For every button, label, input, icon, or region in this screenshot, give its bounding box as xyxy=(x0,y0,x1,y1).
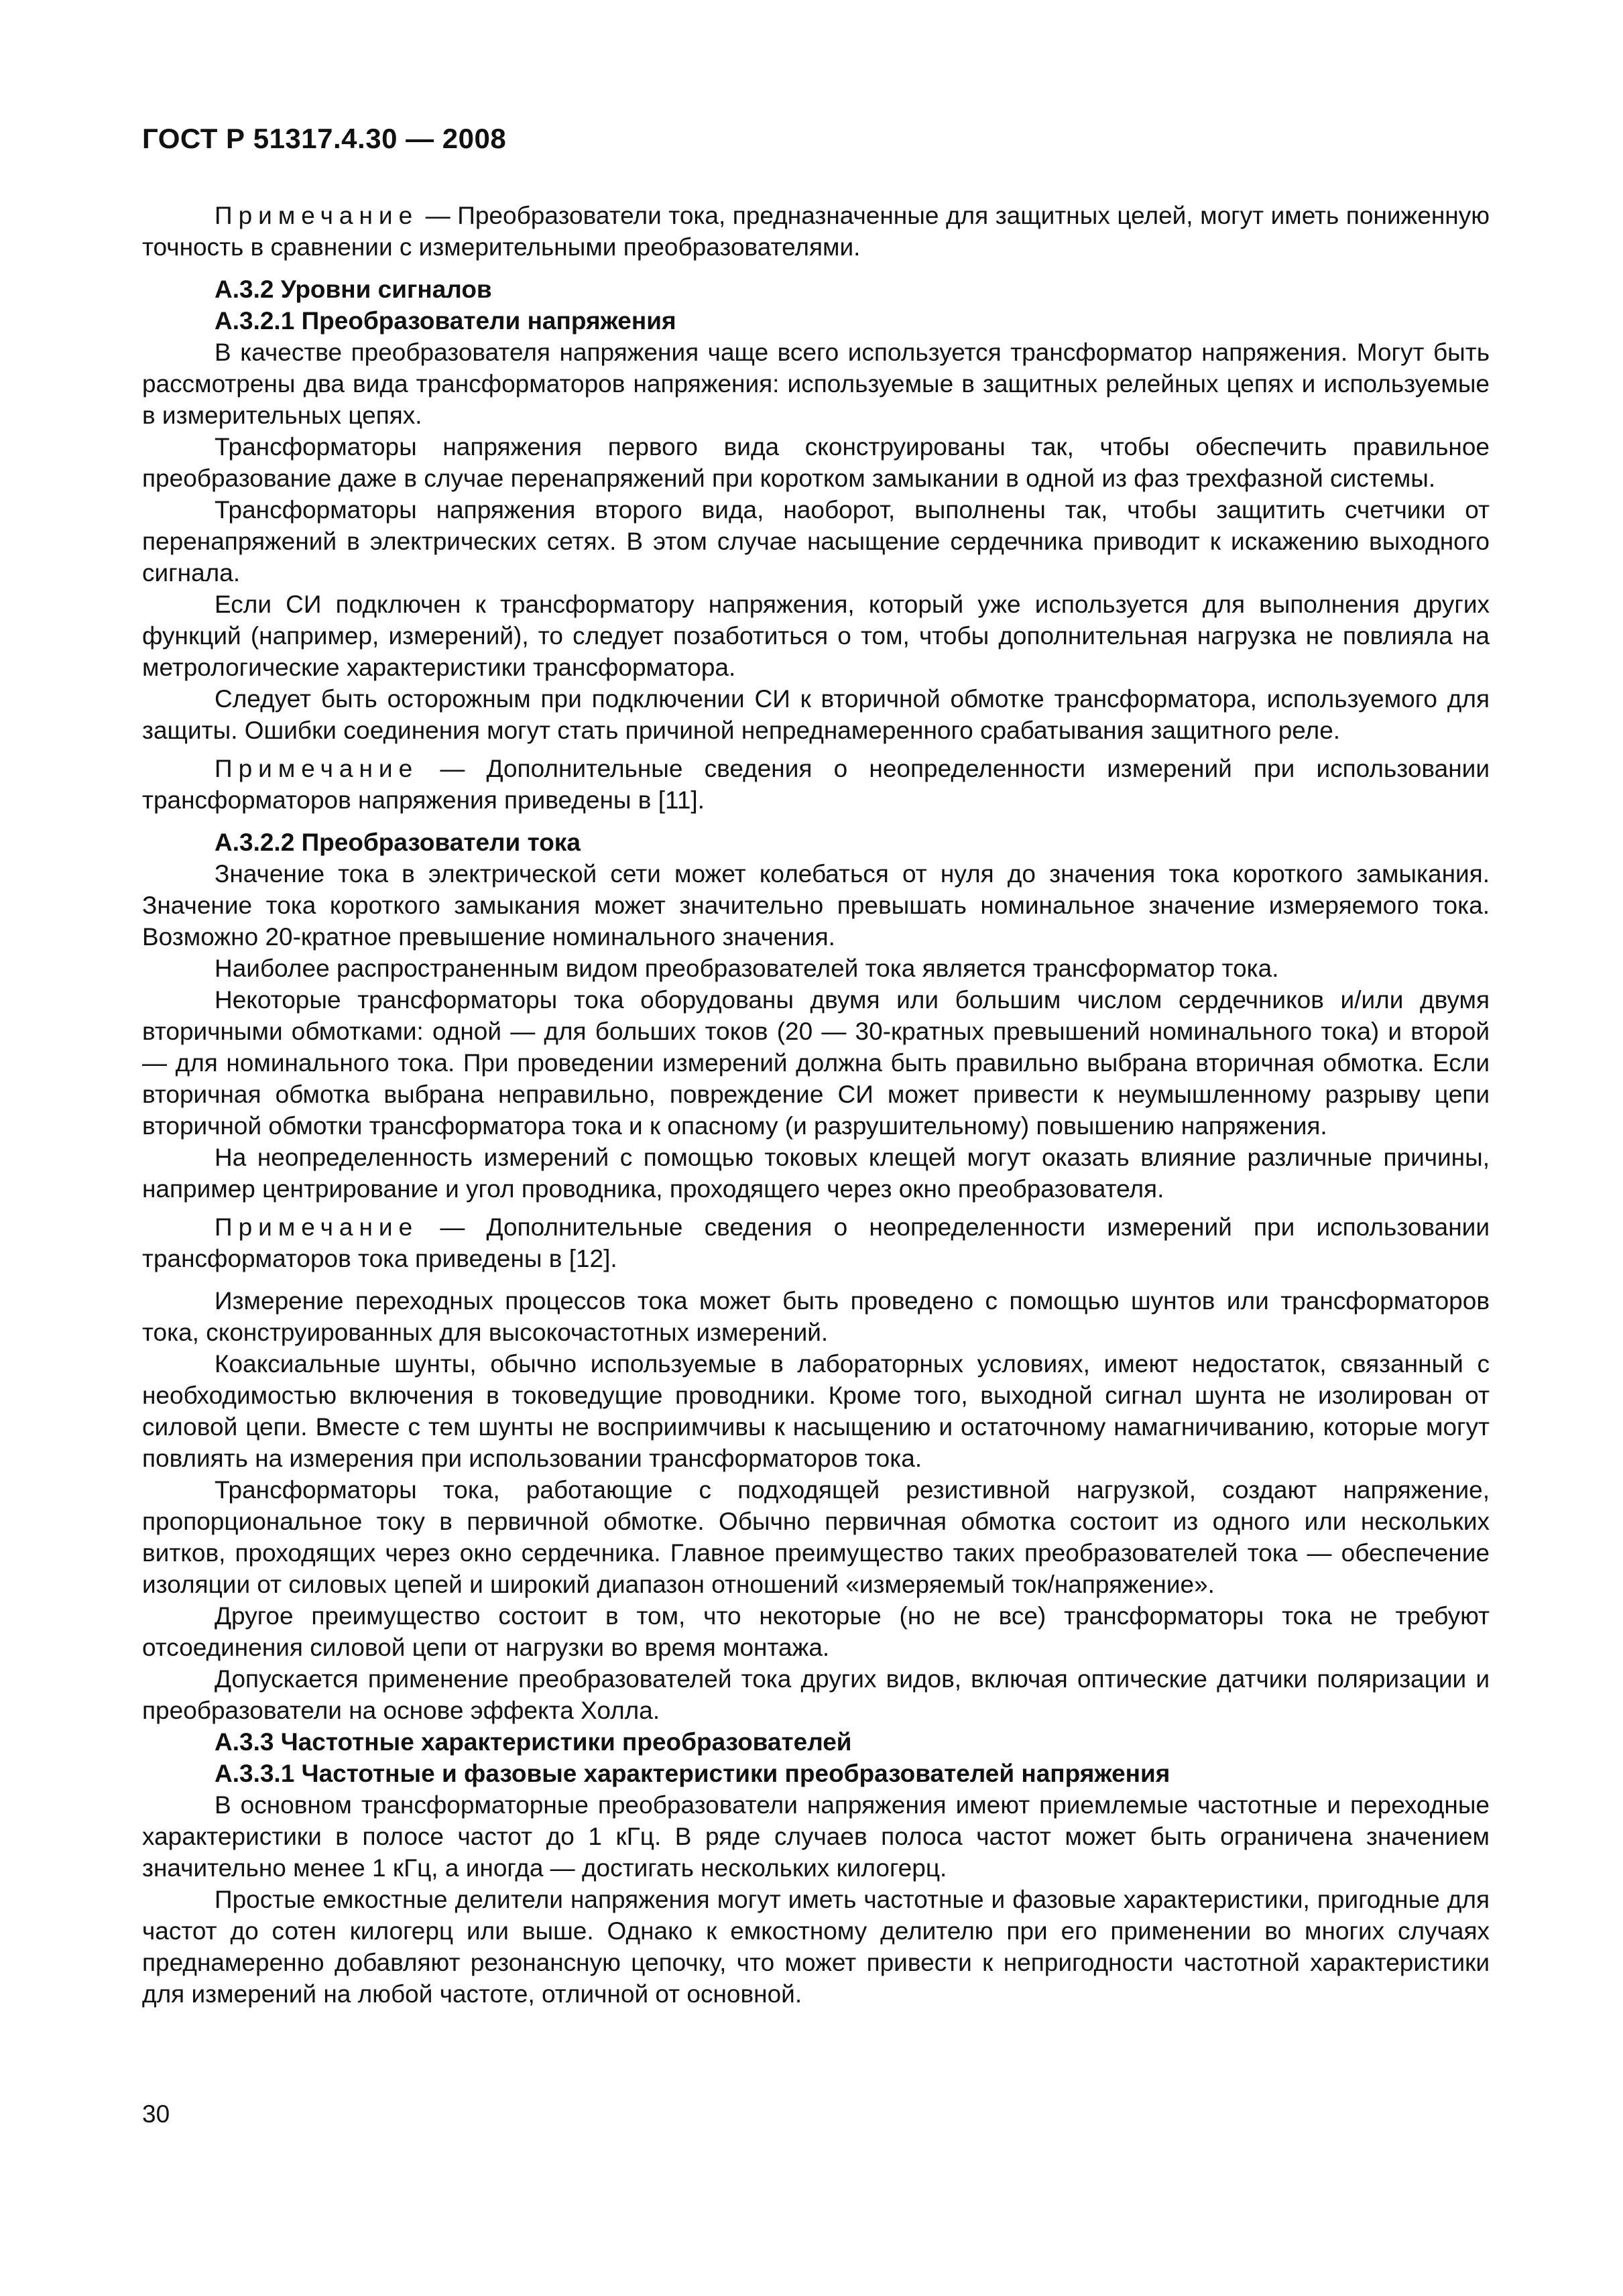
note-label: Примечание xyxy=(215,1213,419,1241)
paragraph: Простые емкостные делители напряжения могут иметь частотные и фазовые характеристики, пригодные для частот до сотен килогерц или выше. Однако к емкостному делителю при его применении во многих случаях преднамеренно добавляют резонансную цепочку, что может привести к непригодности частотной характеристики для измерений на любой частоте, отличной от основной. xyxy=(142,1886,1490,2008)
paragraph: Допускается применение преобразователей тока других видов, включая оптические датчики поляризации и преобразователи на основе эффекта Холла. xyxy=(142,1665,1490,1724)
note-2 xyxy=(142,753,1490,816)
paragraph: Трансформаторы напряжения второго вида, наоборот, выполнены так, чтобы защитить счетчики от перенапряжений в электрических сетях. В этом случае насыщение сердечника приводит к искажению выходного сигнала. xyxy=(142,496,1490,587)
note-text: — Дополнительные сведения о неопределенности измерений при использовании трансформаторов напряжения приведены в [11]. xyxy=(142,755,1490,814)
section-heading-a33: А.3.3 Частотные характеристики преобразователей xyxy=(215,1728,852,1756)
section-heading-a322: А.3.2.2 Преобразователи тока xyxy=(215,829,581,856)
paragraph: Трансформаторы напряжения первого вида сконструированы так, чтобы обеспечить правильное преобразование даже в случае перенапряжений при коротком замыкании в одной из фаз трехфазной системы. xyxy=(142,433,1490,492)
section-heading-a32: А.3.2 Уровни сигналов xyxy=(215,276,492,303)
section-heading-a321: А.3.2.1 Преобразователи напряжения xyxy=(215,307,676,335)
note-1 xyxy=(142,200,1490,263)
paragraph: Следует быть осторожным при подключении СИ к вторичной обмотке трансформатора, используемого для защиты. Ошибки соединения могут стать причиной непреднамеренного срабатывания защитного реле. xyxy=(142,685,1490,744)
page-number: 30 xyxy=(142,2100,170,2128)
note-text: — Дополнительные сведения о неопределенности измерений при использовании трансформаторов тока приведены в [12]. xyxy=(142,1213,1490,1272)
paragraph: Трансформаторы тока, работающие с подходящей резистивной нагрузкой, создают напряжение, пропорциональное току в первичной обмотке. Обычно первичная обмотка состоит из одного или нескольких витков, проходящих через окно сердечника. Главное преимущество таких преобразователей тока — обеспечение изоляции от силовых цепей и широкий диапазон отношений «измеряемый ток/напряжение». xyxy=(142,1476,1490,1598)
paragraph: На неопределенность измерений с помощью токовых клещей могут оказать влияние различные причины, например центрирование и угол проводника, проходящего через окно преобразователя. xyxy=(142,1144,1490,1203)
note-label: Примечание xyxy=(215,755,419,782)
paragraph: Значение тока в электрической сети может колебаться от нуля до значения тока короткого замыкания. Значение тока короткого замыкания может значительно превышать номинальное значение измеряемого тока. Возможно 20-кратное превышение номинального значения. xyxy=(142,860,1490,951)
paragraph: Другое преимущество состоит в том, что некоторые (но не все) трансформаторы тока не требуют отсоединения силовой цепи от нагрузки во время монтажа. xyxy=(142,1602,1490,1661)
paragraph: Измерение переходных процессов тока может быть проведено с помощью шунтов или трансформаторов тока, сконструированных для высокочастотных измерений. xyxy=(142,1287,1490,1346)
paragraph: Если СИ подключен к трансформатору напряжения, который уже используется для выполнения других функций (например, измерений), то следует позаботиться о том, чтобы дополнительная нагрузка не повлияла на метрологические характеристики трансформатора. xyxy=(142,591,1490,681)
paragraph: Коаксиальные шунты, обычно используемые в лабораторных условиях, имеют недостаток, связанный с необходимостью включения в токоведущие проводники. Кроме того, выходной сигнал шунта не изолирован от силовой цепи. Вместе с тем шунты не восприимчивы к насыщению и остаточному намагничиванию, которые могут повлиять на измерения при использовании трансформаторов тока. xyxy=(142,1350,1490,1472)
document-header: ГОСТ Р 51317.4.30 — 2008 xyxy=(142,123,507,154)
section-heading-a331: А.3.3.1 Частотные и фазовые характеристики преобразователей напряжения xyxy=(215,1760,1170,1787)
note-label: Примечание xyxy=(215,202,419,229)
paragraph: В основном трансформаторные преобразователи напряжения имеют приемлемые частотные и переходные характеристики в полосе частот до 1 кГц. В ряде случаев полоса частот может быть ограничена значением значительно менее 1 кГц, а иногда — достигать нескольких килогерц. xyxy=(142,1791,1490,1882)
note-text: — Преобразователи тока, предназначенные для защитных целей, могут иметь пониженную точность в сравнении с измерительными преобразователями. xyxy=(142,202,1490,261)
document-body xyxy=(142,200,1490,2010)
paragraph: Некоторые трансформаторы тока оборудованы двумя или большим числом сердечников и/или двумя вторичными обмотками: одной — для больших токов (20 — 30-кратных превышений номинального тока) и второй — для номинального тока. При проведении измерений должна быть правильно выбрана вторичная обмотка. Если вторичная обмотка выбрана неправильно, повреждение СИ может привести к неумышленному разрыву цепи вторичной обмотки трансформатора тока и к опасному (и разрушительному) повышению напряжения. xyxy=(142,986,1490,1140)
note-3 xyxy=(142,1211,1490,1274)
paragraph: Наиболее распространенным видом преобразователей тока является трансформатор тока. xyxy=(215,955,1279,982)
paragraph: В качестве преобразователя напряжения чаще всего используется трансформатор напряжения. Могут быть рассмотрены два вида трансформаторов напряжения: используемые в защитных релейных цепях и используемые в измерительных цепях. xyxy=(142,339,1490,429)
